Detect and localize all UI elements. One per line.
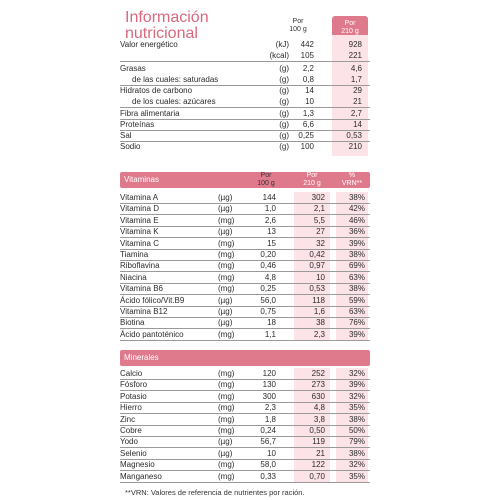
nutrient-unit: (mg): [218, 284, 235, 294]
nutrient-name: Vitamina K: [120, 227, 159, 237]
nutrient-unit: (g): [279, 75, 289, 84]
nutrient-unit: (mg): [218, 261, 235, 271]
value-per210: 0,53: [346, 131, 362, 140]
vitamins-row: [120, 238, 370, 250]
value-per100: 15: [267, 238, 276, 248]
nutrient-name: Vitamina B6: [120, 284, 163, 294]
nutrient-name: Hierro: [120, 403, 142, 413]
value-vrn: 35%: [348, 471, 365, 481]
value-per100: 2,6: [264, 215, 276, 225]
nutrient-unit: (g): [279, 120, 289, 129]
nutrient-name: Valor energético: [120, 40, 178, 49]
value-vrn: 38%: [348, 193, 365, 202]
value-per210: 2,1: [313, 204, 325, 214]
minerals-row: [120, 402, 370, 414]
value-vrn: 59%: [348, 295, 365, 305]
value-per100: 0,33: [260, 471, 276, 481]
value-vrn: 79%: [348, 437, 365, 447]
value-per100: 300: [262, 391, 276, 401]
value-per210: 0,97: [309, 261, 325, 271]
value-per100: 18: [267, 318, 276, 328]
value-vrn: 38%: [348, 448, 365, 458]
value-per100: 0,46: [260, 261, 276, 271]
nutrient-name: Proteínas: [120, 120, 155, 129]
col-header-per210: Por 210 g: [332, 16, 368, 39]
nutrient-unit: (mg): [218, 380, 235, 390]
value-per210: 38: [316, 318, 325, 328]
nutrient-unit: (g): [279, 97, 289, 106]
nutrient-unit: (mg): [218, 238, 235, 248]
minerals-row: [120, 436, 370, 448]
nutrient-unit: (mg): [218, 215, 235, 225]
value-per100: 442: [300, 40, 314, 49]
minerals-row: [120, 368, 370, 380]
minerals-row: [120, 471, 370, 483]
vitamins-row: [120, 203, 370, 215]
nutrient-unit: (µg): [218, 307, 233, 316]
nutrient-name: Tiamina: [120, 250, 149, 259]
nutrient-name: Ácido pantoténico: [120, 329, 184, 339]
nutrient-unit: (µg): [218, 204, 233, 214]
title-line-2: nutricional: [125, 25, 198, 42]
nutrient-name: Vitamina E: [120, 215, 159, 225]
value-per100: 10: [305, 97, 314, 106]
value-per210: 221: [348, 51, 362, 60]
vitamins-header: [120, 172, 370, 188]
value-per210: 928: [348, 40, 362, 49]
value-vrn: 38%: [348, 284, 365, 294]
value-per100: 0,75: [260, 307, 276, 316]
nutrient-name: Ácido fólico/Vit.B9: [120, 295, 185, 305]
value-per210: 2,3: [313, 329, 325, 339]
value-vrn: 76%: [348, 318, 365, 328]
minerals-row: [120, 379, 370, 391]
nutrient-name: Manganeso: [120, 471, 162, 481]
value-vrn: 36%: [348, 227, 365, 237]
nutrient-unit: (g): [279, 142, 289, 151]
nutrient-name: Potasio: [120, 391, 147, 401]
nutrient-unit: (kJ): [275, 40, 289, 49]
nutrient-unit: (µg): [218, 437, 233, 447]
value-per210: 4,6: [350, 64, 362, 73]
value-per100: 1,1: [264, 329, 276, 339]
nutrient-name: Grasas: [120, 64, 146, 73]
value-vrn: 69%: [348, 261, 365, 271]
value-per210: 2,7: [350, 109, 362, 118]
nutrient-unit: (µg): [218, 295, 233, 305]
value-per210: 4,8: [313, 403, 325, 413]
nutrient-unit: (g): [279, 109, 289, 118]
value-per100: 120: [262, 369, 276, 378]
value-per100: 1,0: [264, 204, 276, 214]
vit-col-header-vrn: % VRN**: [336, 172, 368, 188]
value-per100: 144: [262, 193, 276, 202]
nutrient-unit: (g): [279, 64, 289, 73]
value-per210: 14: [353, 120, 362, 129]
nutrient-name: Vitamina D: [120, 204, 159, 214]
value-per210: 630: [311, 391, 325, 401]
value-vrn: 32%: [348, 460, 365, 470]
value-vrn: 32%: [348, 391, 365, 401]
value-per210: 0,53: [309, 284, 325, 294]
minerals-row: [120, 459, 370, 471]
vitamins-row: [120, 317, 370, 329]
nutrient-unit: (mg): [218, 369, 235, 378]
minerals-row: [120, 391, 370, 403]
nutrient-unit: (mg): [218, 403, 235, 413]
value-per210: 10: [316, 272, 325, 282]
value-per210: 252: [311, 369, 325, 378]
nutrient-name: de las cuales: saturadas: [132, 75, 219, 84]
nutrient-name: Selenio: [120, 448, 147, 458]
minerals-row: [120, 448, 370, 460]
value-vrn: 32%: [348, 369, 365, 378]
value-per210: 210: [348, 142, 362, 151]
value-vrn: 38%: [348, 250, 365, 259]
nutrient-name: de los cuales: azúcares: [132, 97, 216, 106]
nutrient-name: Vitamina B12: [120, 307, 168, 316]
value-per210: 302: [311, 193, 325, 202]
value-per210: 27: [316, 227, 325, 237]
value-vrn: 39%: [348, 329, 365, 339]
minerals-title: Minerales: [124, 353, 159, 362]
minerals-row: [120, 414, 370, 426]
value-per210: 5,5: [313, 215, 325, 225]
nutrition-row: [120, 39, 370, 50]
nutrient-name: Biotina: [120, 318, 145, 328]
value-per210: 21: [316, 448, 325, 458]
value-per100: 10: [267, 448, 276, 458]
page-title: [125, 10, 209, 42]
value-vrn: 50%: [348, 426, 365, 435]
value-per100: 100: [300, 142, 314, 151]
value-per100: 2,3: [264, 403, 276, 413]
value-per100: 0,25: [298, 131, 314, 140]
value-vrn: 63%: [348, 272, 365, 282]
value-per100: 0,25: [260, 284, 276, 294]
nutrient-unit: (mg): [218, 272, 235, 282]
vit-col-header-per210: Por 210 g: [294, 172, 330, 188]
value-per210: 1,6: [313, 307, 325, 316]
value-per100: 105: [300, 51, 314, 60]
nutrient-name: Riboflavina: [120, 261, 160, 271]
value-vrn: 46%: [348, 215, 365, 225]
nutrient-name: Magnesio: [120, 460, 155, 470]
nutrient-name: Vitamina C: [120, 238, 159, 248]
value-per210: 118: [312, 295, 325, 305]
value-per100: 6,6: [302, 120, 314, 129]
value-vrn: 35%: [348, 403, 365, 413]
nutrient-unit: (mg): [218, 329, 235, 339]
footnote: **VRN: Valores de referencia de nutrientes por ración.: [125, 488, 305, 497]
nutrient-name: Vitamina A: [120, 193, 159, 202]
value-per210: 122: [311, 460, 325, 470]
value-per210: 3,8: [313, 414, 325, 424]
nutrient-unit: (g): [279, 86, 289, 95]
vitamins-row: [120, 295, 370, 307]
nutrition-row: [120, 63, 370, 74]
value-per100: 0,24: [260, 426, 276, 435]
value-per100: 14: [305, 86, 314, 95]
vitamins-row: [120, 192, 370, 204]
value-vrn: 39%: [348, 238, 365, 248]
nutrient-unit: (mg): [218, 460, 235, 470]
value-per210: 29: [353, 86, 362, 95]
value-per100: 56,0: [260, 295, 276, 305]
col-header-per100: Por 100 g: [289, 18, 307, 33]
vitamins-row: [120, 329, 370, 341]
vitamins-row: [120, 260, 370, 272]
vitamins-title: Vitaminas: [124, 175, 159, 184]
nutrient-name: Hidratos de carbono: [120, 86, 193, 95]
nutrient-unit: (mg): [218, 414, 235, 424]
value-per100: 1,8: [264, 414, 276, 424]
vitamins-row: [120, 283, 370, 295]
vitamins-row: [120, 272, 370, 284]
value-per210: 0,42: [309, 250, 325, 259]
minerals-row: [120, 425, 370, 437]
nutrient-unit: (µg): [218, 193, 233, 202]
value-per210: 273: [311, 380, 325, 390]
value-per210: 119: [312, 437, 325, 447]
value-per100: 56,7: [260, 437, 276, 447]
value-per210: 1,7: [350, 75, 362, 84]
nutrient-unit: (mg): [218, 471, 235, 481]
nutrient-name: Fósforo: [120, 380, 148, 390]
nutrient-name: Sodio: [120, 142, 141, 151]
nutrient-name: Calcio: [120, 369, 143, 378]
value-per100: 1,3: [302, 109, 314, 118]
vitamins-row: [120, 306, 370, 318]
nutrient-name: Fibra alimentaria: [120, 109, 180, 118]
value-per100: 13: [267, 227, 276, 237]
nutrition-row: [120, 141, 370, 152]
vitamins-row: [120, 249, 370, 261]
nutrient-name: Zinc: [120, 414, 136, 424]
nutrient-unit: (mg): [218, 391, 235, 401]
nutrient-unit: (µg): [218, 448, 233, 458]
nutrition-row: [120, 50, 370, 62]
nutrition-row: [120, 96, 370, 108]
value-per100: 130: [262, 380, 276, 390]
title-line-1: Información: [125, 9, 209, 26]
value-per210: 0,50: [309, 426, 325, 435]
nutrient-name: Yodo: [120, 437, 138, 447]
value-vrn: 63%: [348, 307, 365, 316]
nutrition-row: [120, 85, 370, 96]
value-per210: 0,70: [309, 471, 325, 481]
nutrient-unit: (µg): [218, 227, 233, 237]
nutrient-name: Cobre: [120, 426, 142, 435]
value-per100: 4,8: [264, 272, 276, 282]
value-vrn: 42%: [348, 204, 365, 214]
nutrient-name: Niacina: [120, 272, 147, 282]
minerals-header: [120, 350, 370, 366]
value-per210: 21: [353, 97, 362, 106]
nutrient-unit: (µg): [218, 318, 233, 328]
value-per100: 0,20: [260, 250, 276, 259]
value-vrn: 38%: [348, 414, 365, 424]
nutrient-unit: (kcal): [269, 51, 289, 60]
nutrient-unit: (g): [279, 131, 289, 140]
value-per100: 2,2: [302, 64, 314, 73]
value-vrn: 39%: [348, 380, 365, 390]
value-per100: 58,0: [260, 460, 276, 470]
vit-col-header-per100: Por 100 g: [257, 172, 275, 187]
nutrient-name: Sal: [120, 131, 132, 140]
vitamins-row: [120, 226, 370, 238]
vitamins-row: [120, 215, 370, 227]
value-per100: 0,8: [302, 75, 314, 84]
nutrient-unit: (mg): [218, 426, 235, 435]
value-per210: 32: [316, 238, 325, 248]
nutrient-unit: (mg): [218, 250, 235, 259]
